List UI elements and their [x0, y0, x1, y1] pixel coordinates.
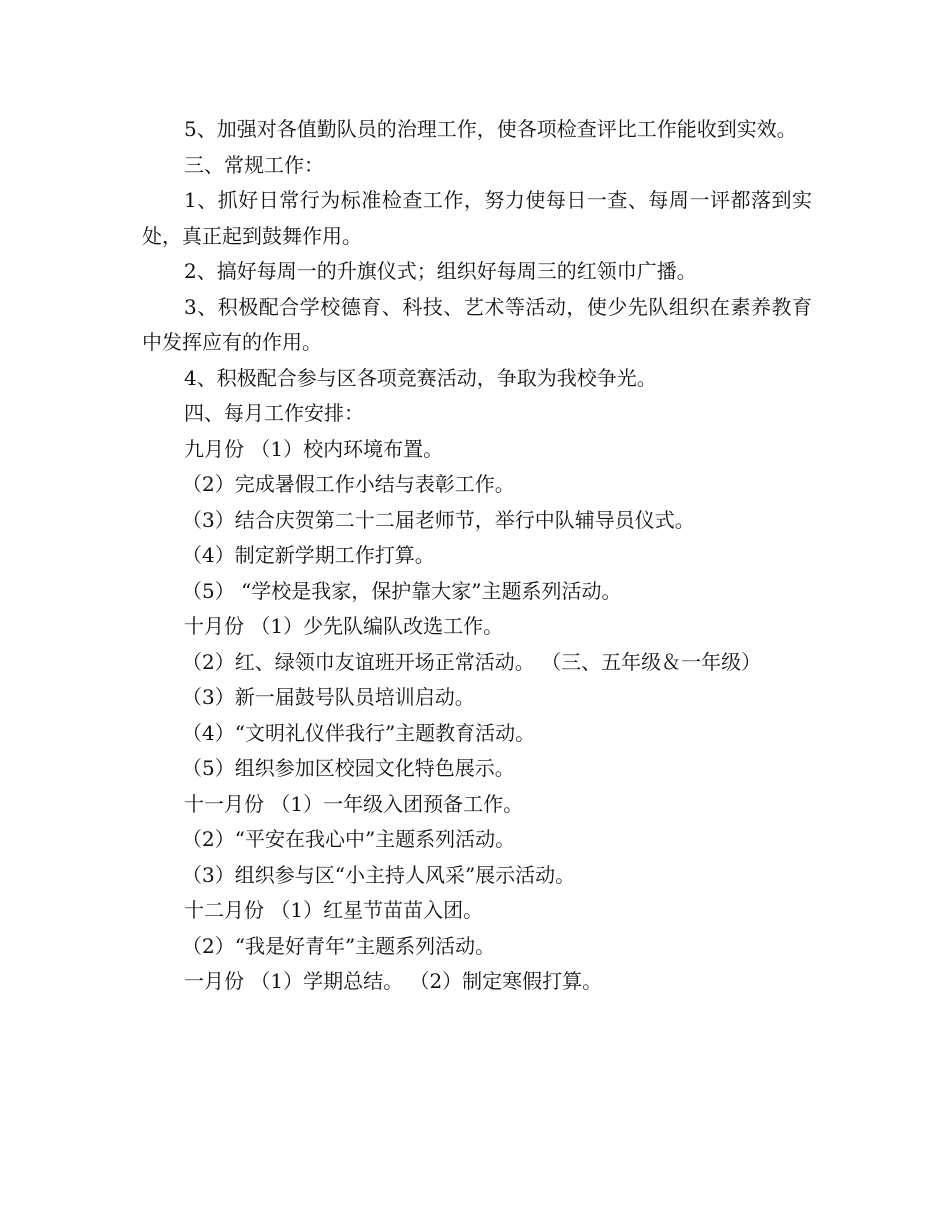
september-item-2: （2）完成暑假工作小结与表彰工作。 [182, 472, 515, 496]
paragraph-item-1: 1、抓好日常行为标准检查工作，努力使每日一查、每周一评都落到实处，真正起到鼓舞作用。 [142, 188, 812, 248]
document-body [142, 112, 812, 1000]
november-item-2: （2）“平安在我心中”主题系列活动。 [182, 827, 516, 851]
november-item-3: （3）组织参与区“小主持人风采”展示活动。 [182, 862, 576, 887]
paragraph-item-5: 5、加强对各值勤队员的治理工作，使各项检查评比工作能收到实效。 [184, 117, 797, 141]
section-heading-monthly-plan: 四、每月工作安排： [184, 401, 364, 425]
month-october: 十月份 （1）少先队编队改选工作。 [184, 614, 504, 638]
september-item-4: （4）制定新学期工作打算。 [182, 543, 435, 567]
section-heading-routine-work: 三、常规工作： [184, 152, 324, 177]
october-item-3: （3）新一届鼓号队员培训启动。 [182, 685, 475, 709]
october-item-5: （5）组织参加区校园文化特色展示。 [182, 756, 515, 780]
december-item-2: （2）“我是好青年”主题系列活动。 [182, 933, 496, 958]
october-item-4: （4）“文明礼仪伴我行”主题教育活动。 [182, 720, 536, 745]
october-item-2: （2）红、绿领巾友谊班开场正常活动。 （三、五年级＆一年级） [182, 649, 762, 674]
september-item-5: （5） “学校是我家，保护靠大家”主题系列活动。 [182, 578, 622, 603]
paragraph-item-3: 3、积极配合学校德育、科技、艺术等活动，使少先队组织在素养教育中发挥应有的作用。 [142, 294, 812, 354]
month-january: 一月份 （1）学期总结。 （2）制定寒假打算。 [184, 969, 603, 993]
paragraph-item-4: 4、积极配合参与区各项竞赛活动，争取为我校争光。 [184, 365, 657, 390]
month-november: 十一月份 （1）一年级入团预备工作。 [184, 791, 524, 816]
paragraph-item-2: 2、搞好每周一的升旗仪式；组织好每周三的红领巾广播。 [184, 259, 697, 283]
september-item-3: （3）结合庆贺第二十二届老师节，举行中队辅导员仪式。 [182, 507, 695, 532]
month-december: 十二月份 （1）红星节苗苗入团。 [184, 898, 484, 922]
month-september: 九月份 （1）校内环境布置。 [184, 436, 444, 461]
